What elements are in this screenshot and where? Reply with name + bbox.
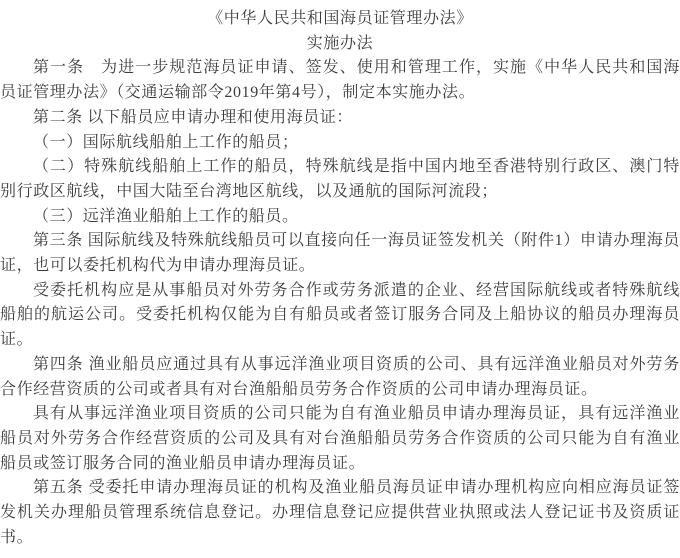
doc-title: 《中华人民共和国海员证管理办法》 xyxy=(207,10,473,27)
article-2-item-1: （一）国际航线船舶上工作的船员； xyxy=(33,133,299,151)
article-3-para-1: 第三条 国际航线及特殊航线船员可以直接向任一海员证签发机关（附件1）申请办理海员证，也可以委托机构代为申请办理海员证。 xyxy=(0,232,680,275)
article-5: 第五条 受委托申请办理海员证的机构及渔业船员海员证申请办理机构应向相应海员证签发机关办理船员管理系统信息登记。办理信息登记应提供营业执照或法人登记证书及资质证书。 xyxy=(0,479,680,546)
article-3-para-2: 受委托机构应是从事船员对外劳务合作或劳务派遣的企业、经营国际航线或者特殊航线船舶的航运公司。受委托机构仅能为自有船员或者签订服务合同及上船协议的船员办理海员证。 xyxy=(0,281,680,349)
article-4-para-1: 第四条 渔业船员应通过具有从事远洋渔业项目资质的公司、具有远洋渔业船员对外劳务合作经营资质的公司或者具有对台渔船船员劳务合作资质的公司申请办理海员证。 xyxy=(0,355,680,398)
article-2-item-2: （二）特殊航线船舶上工作的船员，特殊航线是指中国内地至香港特别行政区、澳门特别行政区航线，中国大陆至台湾地区航线，以及通航的国际河流段； xyxy=(0,158,680,200)
article-2-intro: 第二条 以下船员应申请办理和使用海员证： xyxy=(33,108,354,126)
article-2-item-3: （三）远洋渔业船舶上工作的船员。 xyxy=(33,207,299,225)
article-1: 第一条 为进一步规范海员证申请、签发、使用和管理工作，实施《中华人民共和国海员证管理办法》（交通运输部令2019年第4号），制定本实施办法。 xyxy=(0,59,680,102)
article-4-para-2: 具有从事远洋渔业项目资质的公司只能为自有渔业船员申请办理海员证，具有远洋渔业船员对外劳务合作经营资质的公司及具有对台渔船船员劳务合作资质的公司只能为自有渔业船员或签订服务合同的渔业船员申请办理海员证。 xyxy=(0,405,680,472)
doc-subtitle: 实施办法 xyxy=(306,34,374,52)
